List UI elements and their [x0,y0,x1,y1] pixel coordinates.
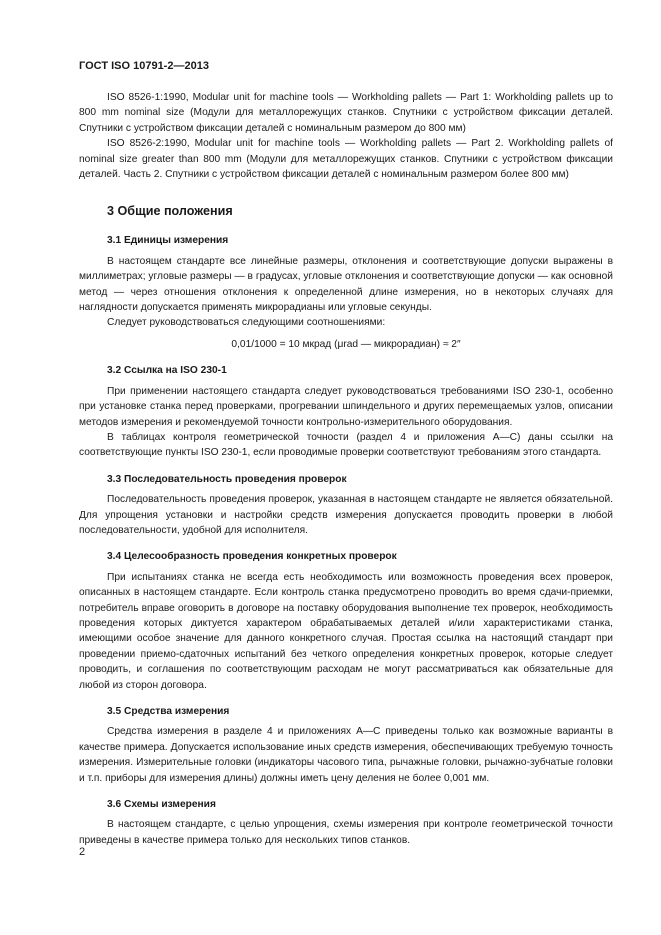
section-3-1-heading: 3.1 Единицы измерения [107,235,229,247]
formula: 0,01/1000 = 10 мкрад (μrad — микрорадиан) ≈ 2″ [231,338,461,350]
section-3-4-heading: 3.4 Целесообразность проведения конкретных проверок [107,551,397,563]
reference-iso-8526-1: ISO 8526-1:1990, Modular unit for machine tools — Workholding pallets — Part 1: Workholding pallets up to 800 mm nominal size (Модули для металлорежущих станков. Спутники с устройством фиксации деталей. Спутники с устройством фиксации деталей с номинальным размером до 800 мм) [79,92,613,134]
section-3-1-paragraph: В настоящем стандарте все линейные размеры, отклонения и соответствующие допуски выражены в миллиметрах; угловые размеры — в градусах, угловые отклонения и соответствующие допуски — как основной метод — через отношения отклонения к определенной длине измерения, но в некоторых случаях для наглядности допускается применять микрорадианы или угловые секунды. [79,255,613,314]
section-3-4-paragraph: При испытаниях станка не всегда есть необходимость или возможность проведения всех проверок, описанных в настоящем стандарте. Если контроль станка предусмотрено проводить во время сдачи-приемки, потребитель вправе оговорить в договоре на поставку оборудования выполнение тех проверок, необходимость проведения которых диктуется характером обрабатываемых деталей и/или характеристиками станка, имеющими особое значение для данного конкретного случая. Простая ссылка на настоящий стандарт при проведении приемо-сдаточных испытаний без четкого определения конкретных проверок, которые следует проводить, и соглашения по соответствующим расходам не могут рассматриваться как обязательные для любой из сторон договора. [79,571,613,691]
section-3-6-paragraph: В настоящем стандарте, с целью упрощения, схемы измерения при контроле геометрической точности приведены в качестве примера только для нескольких типов станков. [79,819,613,846]
section-3-1-paragraph: Следует руководствоваться следующими соотношениями: [107,317,386,329]
section-3-3-heading: 3.3 Последовательность проведения проверок [107,473,347,485]
document-body [79,90,613,848]
section-3-5-heading: 3.5 Средства измерения [107,706,230,717]
page-number: 2 [79,846,86,858]
section-3-2-paragraph: В таблицах контроля геометрической точности (раздел 4 и приложения А—С) даны ссылки на соответствующие пункты ISO 230-1, если проводимые проверки соответствуют требованиям этого стандарта. [79,431,613,459]
section-3-5-paragraph: Средства измерения в разделе 4 и приложениях А—С приведены только как возможные варианты в качестве примера. Допускается использование иных средств измерения, обеспечивающих требуемую точность измерения. Измерительные головки (индикаторы часового типа, рычажные головки, рычажно-зубчатые головки и т.п. приборы для измерения длины) должны иметь цену деления не более 0,001 мм. [79,726,613,784]
reference-iso-8526-2: ISO 8526-2:1990, Modular unit for machine tools — Workholding pallets — Part 2. Workholding pallets of nominal size greater than 800 mm (Модули для металлорежущих станков. Спутники с устройством фиксации деталей. Часть 2. Спутники с устройством фиксации деталей с номинальным размером более 800 мм) [79,138,613,181]
section-3-3-paragraph: Последовательность проведения проверок, указанная в настоящем стандарте не является обязательной. Для упрощения установки и настройки средств измерения допускается проводить проверки в любой последовательности, удобной для исполнителя. [79,494,613,536]
section-3-heading: 3 Общие положения [107,204,233,219]
section-3-6-heading: 3.6 Схемы измерения [107,799,216,811]
section-3-2-heading: 3.2 Ссылка на ISO 230-1 [107,365,227,377]
section-3-2-paragraph: При применении настоящего стандарта следует руководствоваться требованиями ISO 230-1, особенно при установке станка перед проверками, прогревании шпиндельного и других перемещаемых узлов, описании методов измерения и рекомендуемой точности контрольно-измерительного оборудования. [79,385,613,428]
document-header: ГОСТ ISO 10791-2—2013 [79,60,209,72]
